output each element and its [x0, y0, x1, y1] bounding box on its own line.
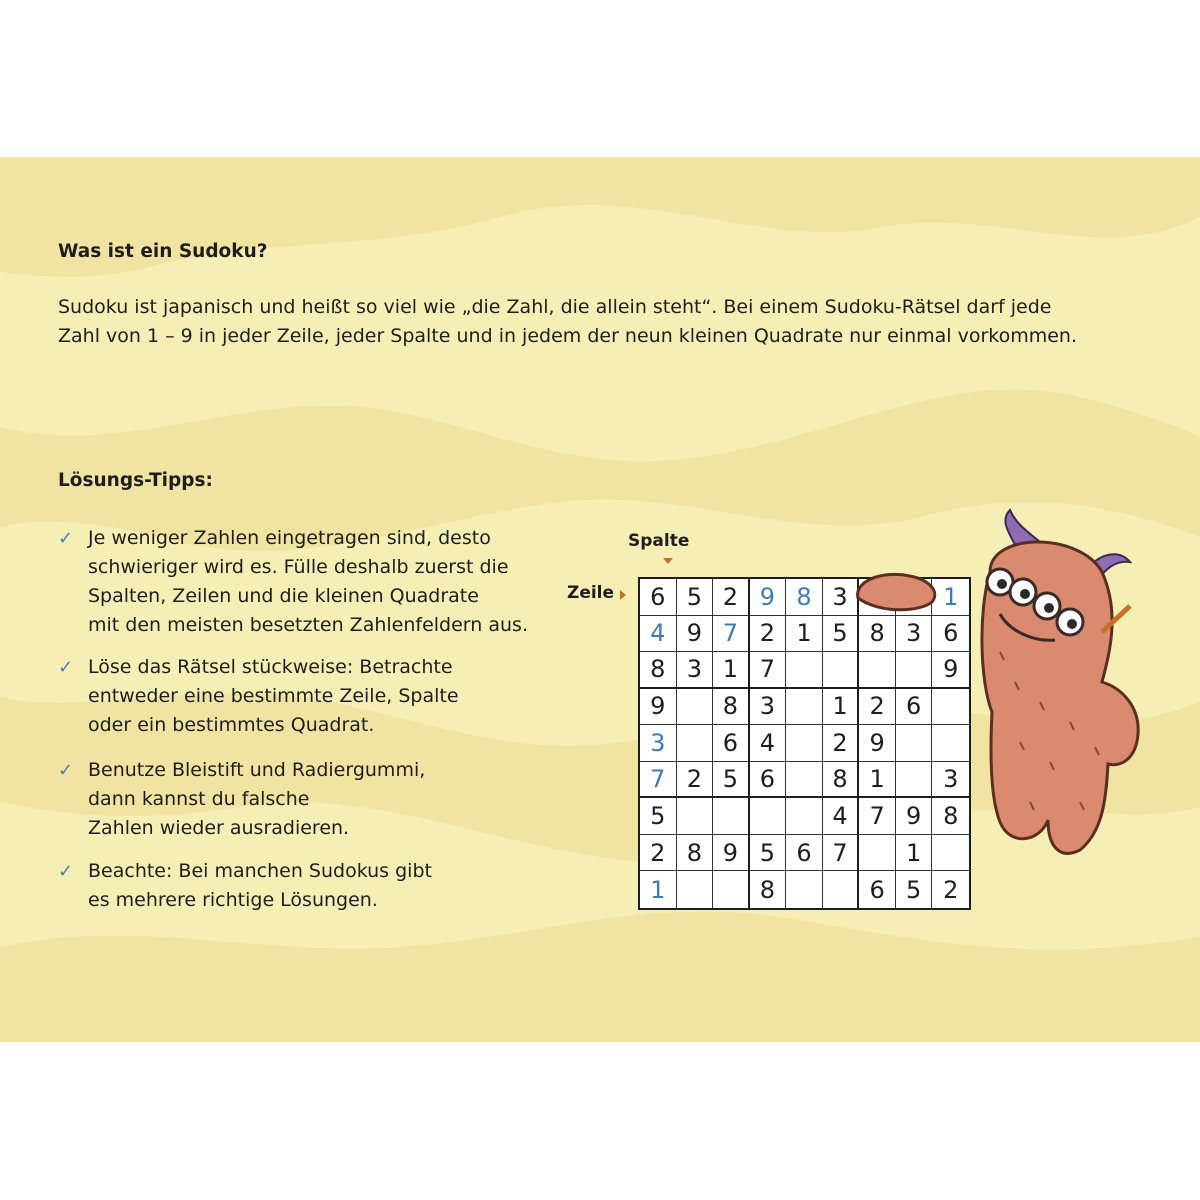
sudoku-cell: 3 — [750, 689, 787, 726]
sudoku-cell: 1 — [786, 616, 823, 653]
sudoku-cell: 8 — [713, 689, 750, 726]
sudoku-cell — [677, 871, 714, 908]
sudoku-cell: 8 — [823, 762, 860, 799]
sudoku-cell: 8 — [640, 652, 677, 689]
sudoku-cell: 2 — [640, 835, 677, 872]
sudoku-cell: 8 — [750, 871, 787, 908]
sudoku-cell: 2 — [713, 579, 750, 616]
sudoku-cell: 9 — [713, 835, 750, 872]
column-label: Spalte — [628, 531, 690, 551]
sudoku-cell: 6 — [896, 689, 933, 726]
sudoku-cell — [713, 798, 750, 835]
sudoku-cell — [677, 725, 714, 762]
sudoku-cell: 1 — [859, 762, 896, 799]
sudoku-cell: 1 — [932, 579, 969, 616]
tip-line: Benutze Bleistift und Radiergummi, — [88, 759, 426, 781]
sudoku-cell: 7 — [640, 762, 677, 799]
sudoku-cell: 3 — [896, 616, 933, 653]
sudoku-cell: 3 — [640, 725, 677, 762]
sudoku-cell: 3 — [932, 762, 969, 799]
sudoku-cell: 5 — [823, 616, 860, 653]
sudoku-cell: 1 — [896, 835, 933, 872]
sudoku-cell: 7 — [823, 835, 860, 872]
sudoku-cell: 7 — [750, 652, 787, 689]
sudoku-cell: 6 — [932, 616, 969, 653]
sudoku-cell: 8 — [677, 835, 714, 872]
sudoku-cell: 4 — [750, 725, 787, 762]
tip-line: Löse das Rätsel stückweise: Betrachte — [88, 656, 453, 678]
sudoku-cell: 7 — [713, 616, 750, 653]
sudoku-cell: 8 — [932, 798, 969, 835]
monster-illustration — [840, 502, 1150, 862]
intro-heading: Was ist ein Sudoku? — [58, 241, 268, 262]
tips-heading: Lösungs-Tipps: — [58, 470, 213, 491]
sudoku-cell: 9 — [677, 616, 714, 653]
sudoku-cell: 9 — [640, 689, 677, 726]
sudoku-cell: 6 — [713, 725, 750, 762]
sudoku-cell: 9 — [896, 798, 933, 835]
check-icon: ✓ — [58, 861, 74, 882]
sudoku-cell: 2 — [677, 762, 714, 799]
sudoku-cell — [786, 689, 823, 726]
sudoku-cell: 9 — [932, 652, 969, 689]
check-icon: ✓ — [58, 657, 74, 678]
sudoku-cell: 2 — [750, 616, 787, 653]
sudoku-cell — [750, 798, 787, 835]
tip-line: schwieriger wird es. Fülle deshalb zuerst die — [88, 556, 509, 578]
sudoku-cell: 7 — [859, 798, 896, 835]
sudoku-cell: 1 — [640, 871, 677, 908]
sudoku-cell — [786, 762, 823, 799]
tip-line: Beachte: Bei manchen Sudokus gibt — [88, 860, 432, 882]
arrow-right-icon — [619, 589, 627, 601]
sudoku-cell: 6 — [640, 579, 677, 616]
tip-line: es mehrere richtige Lösungen. — [88, 889, 378, 911]
sudoku-cell: 3 — [823, 579, 860, 616]
sudoku-cell — [677, 798, 714, 835]
sudoku-cell — [786, 871, 823, 908]
row-label: Zeile — [567, 583, 615, 603]
tip-line: Zahlen wieder ausradieren. — [88, 817, 350, 839]
tip-line: mit den meisten besetzten Zahlenfeldern aus. — [88, 614, 528, 636]
sudoku-cell — [713, 871, 750, 908]
sudoku-cell: 6 — [750, 762, 787, 799]
sudoku-cell — [786, 798, 823, 835]
sudoku-cell: 9 — [750, 579, 787, 616]
tip-line: dann kannst du falsche — [88, 788, 310, 810]
tip-line: oder ein bestimmtes Quadrat. — [88, 714, 375, 736]
intro-line-2: Zahl von 1 – 9 in jeder Zeile, jeder Spalte und in jedem der neun kleinen Quadrate nur einmal vorkommen. — [58, 325, 1078, 347]
sudoku-cell: 5 — [713, 762, 750, 799]
sudoku-cell: 3 — [677, 652, 714, 689]
sudoku-cell: 2 — [859, 689, 896, 726]
sudoku-cell: 5 — [640, 798, 677, 835]
sudoku-cell: 6 — [786, 835, 823, 872]
sudoku-cell: 2 — [823, 725, 860, 762]
tip-line: entweder eine bestimmte Zeile, Spalte — [88, 685, 459, 707]
check-icon: ✓ — [58, 760, 74, 781]
page-background — [0, 157, 1200, 1042]
sudoku-cell: 6 — [859, 871, 896, 908]
sudoku-cell: 5 — [750, 835, 787, 872]
sudoku-cell — [677, 689, 714, 726]
check-icon: ✓ — [58, 528, 74, 549]
sudoku-cell: 2 — [943, 875, 959, 904]
sudoku-cell: 9 — [859, 725, 896, 762]
sudoku-cell: 4 — [823, 798, 860, 835]
arrow-down-icon — [662, 557, 674, 565]
sudoku-cell: 1 — [713, 652, 750, 689]
intro-line-1: Sudoku ist japanisch und heißt so viel wie „die Zahl, die allein steht“. Bei einem Sudoku-Rätsel darf jede — [58, 296, 1052, 318]
sudoku-cell: 8 — [859, 616, 896, 653]
tip-line: Spalten, Zeilen und die kleinen Quadrate — [88, 585, 479, 607]
sudoku-cell: 8 — [786, 579, 823, 616]
sudoku-cell: 4 — [640, 616, 677, 653]
sudoku-cell — [786, 725, 823, 762]
sudoku-cell: 5 — [677, 579, 714, 616]
sudoku-cell — [786, 652, 823, 689]
sudoku-cell: 5 — [896, 871, 933, 908]
sudoku-cell: 1 — [823, 689, 860, 726]
tip-line: Je weniger Zahlen eingetragen sind, desto — [88, 527, 491, 549]
sudoku-cell — [823, 871, 860, 908]
